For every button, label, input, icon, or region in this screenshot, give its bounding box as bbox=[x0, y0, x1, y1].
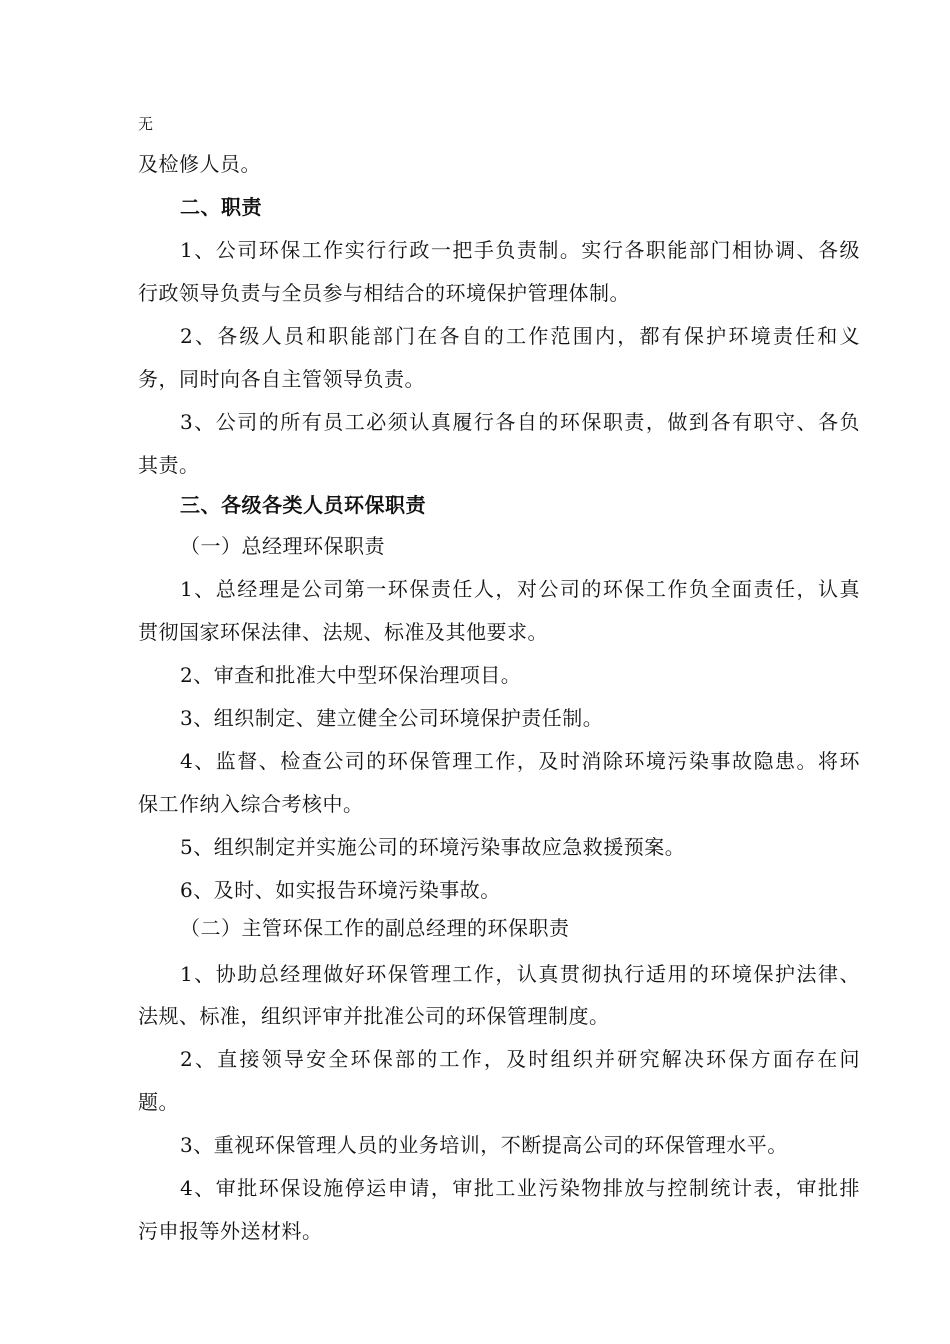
paragraph-line: 1、协助总经理做好环保管理工作，认真贯彻执行适用的环境保护法律、 bbox=[180, 962, 860, 986]
paragraph-line: 1、总经理是公司第一环保责任人，对公司的环保工作负全面责任，认真 bbox=[180, 577, 860, 601]
paragraph-line: 保工作纳入综合考核中。 bbox=[138, 792, 364, 816]
header-fragment: 无 bbox=[138, 115, 154, 133]
paragraph-line: 2、各级人员和职能部门在各自的工作范围内，都有保护环境责任和义 bbox=[180, 324, 860, 348]
paragraph-line: 污申报等外送材料。 bbox=[138, 1219, 323, 1243]
paragraph-line: 2、直接领导安全环保部的工作，及时组织并研究解决环保方面存在问 bbox=[180, 1047, 860, 1071]
paragraph-line: 贯彻国家环保法律、法规、标准及其他要求。 bbox=[138, 620, 548, 644]
subsection-heading: （二）主管环保工作的副总经理的环保职责 bbox=[180, 916, 570, 940]
subsection-heading: （一）总经理环保职责 bbox=[180, 534, 385, 558]
paragraph-line: 其责。 bbox=[138, 453, 200, 477]
paragraph-line: 法规、标准，组织评审并批准公司的环保管理制度。 bbox=[138, 1004, 610, 1028]
paragraph-line: 3、组织制定、建立健全公司环境保护责任制。 bbox=[180, 706, 604, 730]
paragraph-line: 5、组织制定并实施公司的环境污染事故应急救援预案。 bbox=[180, 835, 686, 859]
paragraph-line: 行政领导负责与全员参与相结合的环境保护管理体制。 bbox=[138, 281, 630, 305]
paragraph-line: 2、审查和批准大中型环保治理项目。 bbox=[180, 663, 522, 687]
paragraph-line: 务，同时向各自主管领导负责。 bbox=[138, 367, 425, 391]
paragraph-line: 及检修人员。 bbox=[138, 152, 261, 176]
section-heading: 二、职责 bbox=[180, 195, 262, 219]
paragraph-line: 4、审批环保设施停运申请，审批工业污染物排放与控制统计表，审批排 bbox=[180, 1176, 860, 1200]
paragraph-line: 4、监督、检查公司的环保管理工作，及时消除环境污染事故隐患。将环 bbox=[180, 749, 860, 773]
paragraph-line: 6、及时、如实报告环境污染事故。 bbox=[180, 878, 501, 902]
paragraph-line: 1、公司环保工作实行行政一把手负责制。实行各职能部门相协调、各级 bbox=[180, 238, 860, 262]
paragraph-line: 题。 bbox=[138, 1090, 179, 1114]
section-heading: 三、各级各类人员环保职责 bbox=[180, 493, 426, 517]
paragraph-line: 3、公司的所有员工必须认真履行各自的环保职责，做到各有职守、各负 bbox=[180, 410, 860, 434]
paragraph-line: 3、重视环保管理人员的业务培训，不断提高公司的环保管理水平。 bbox=[180, 1133, 788, 1157]
